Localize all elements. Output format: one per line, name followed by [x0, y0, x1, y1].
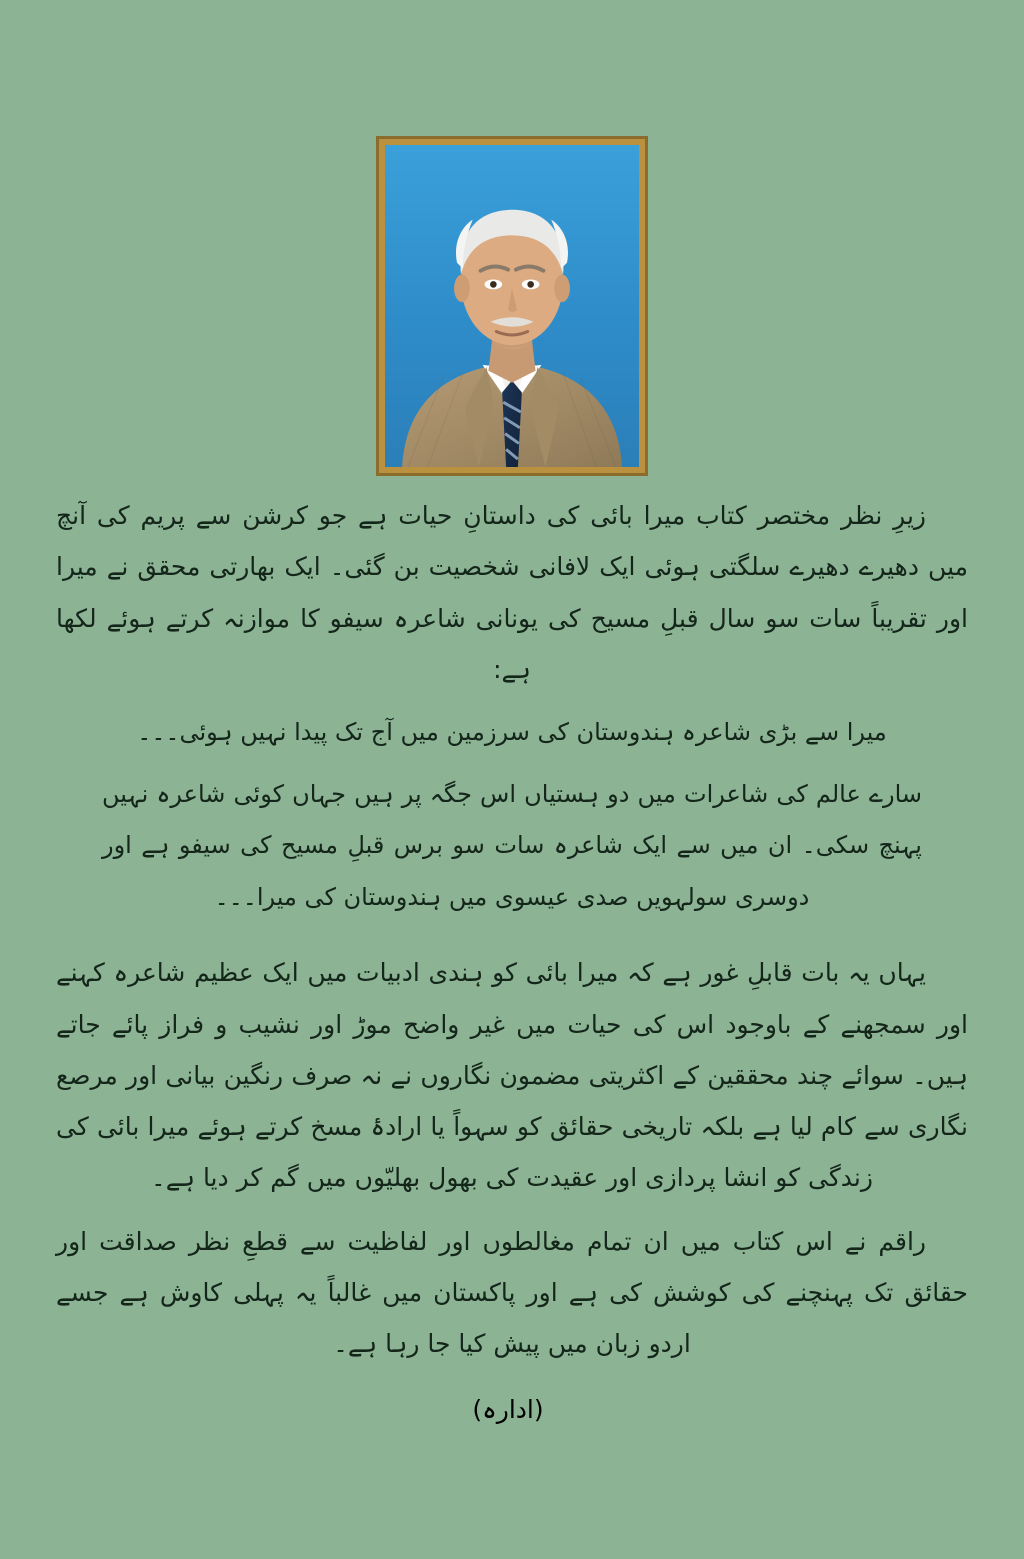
quote-line-2: سارے عالم کی شاعرات میں دو ہستیاں اس جگہ پر ہیں جہاں کوئی شاعرہ نہیں پہنچ سکی۔ ان میں سے ایک شاعرہ سات سو برس قبلِ مسیح کی سیفو ہے اور دوسری سولہویں صدی عیسوی میں ہندوستان کی میرا۔۔۔	[102, 779, 922, 911]
quote-line-1: میرا سے بڑی شاعرہ ہندوستان کی سرزمین میں آج تک پیدا نہیں ہوئی۔۔۔	[137, 718, 887, 746]
spacer	[56, 933, 968, 947]
intro-paragraph: زیرِ نظر مختصر کتاب میرا بائی کی داستانِ حیات ہے جو کرشن سے پریم کی آنچ میں دھیرے دھیرے سلگتی ہوئی ایک لافانی شخصیت بن گئی۔ ایک بھارتی محقق نے میرا اور تقریباً سات سو سال قبلِ مسیح کی یونانی شاعرہ سیفو کا موازنہ کرتے ہوئے لکھا ہے:	[56, 501, 968, 684]
body-paragraph: یہاں یہ بات قابلِ غور ہے کہ میرا بائی کو ہندی ادبیات میں ایک عظیم شاعرہ کہنے اور سمجھنے کے باوجود اس کی حیات میں غیر واضح موڑ اور نشیب و فراز پائے جاتے ہیں۔ سوائے چند محققین کے اکثریتی مضمون نگاروں نے نہ صرف رنگین بیانی اور مرصع نگاری سے کام لیا ہے بلکہ تاریخی حقائق کو سہواً یا ارادۂ مسخ کرتے ہوئے میرا بائی کی زندگی کو انشا پردازی اور عقیدت کی بھول بھلیّوں میں گم کر دیا ہے۔	[56, 958, 968, 1193]
author-photo-frame	[376, 136, 648, 476]
author-portrait-illustration	[385, 145, 639, 467]
author-photo	[385, 145, 639, 467]
back-cover-text	[56, 490, 968, 1449]
publisher-signature: (ادارہ)	[472, 1395, 544, 1425]
closing-paragraph: راقم نے اس کتاب میں ان تمام مغالطوں اور لفاظیت سے قطعِ نظر صداقت اور حقائق تک پہنچنے کی کوشش کی ہے اور پاکستان میں غالباً یہ پہلی کاوش ہے جسے اردو زبان میں پیش کیا جا رہا ہے۔	[56, 1226, 968, 1359]
